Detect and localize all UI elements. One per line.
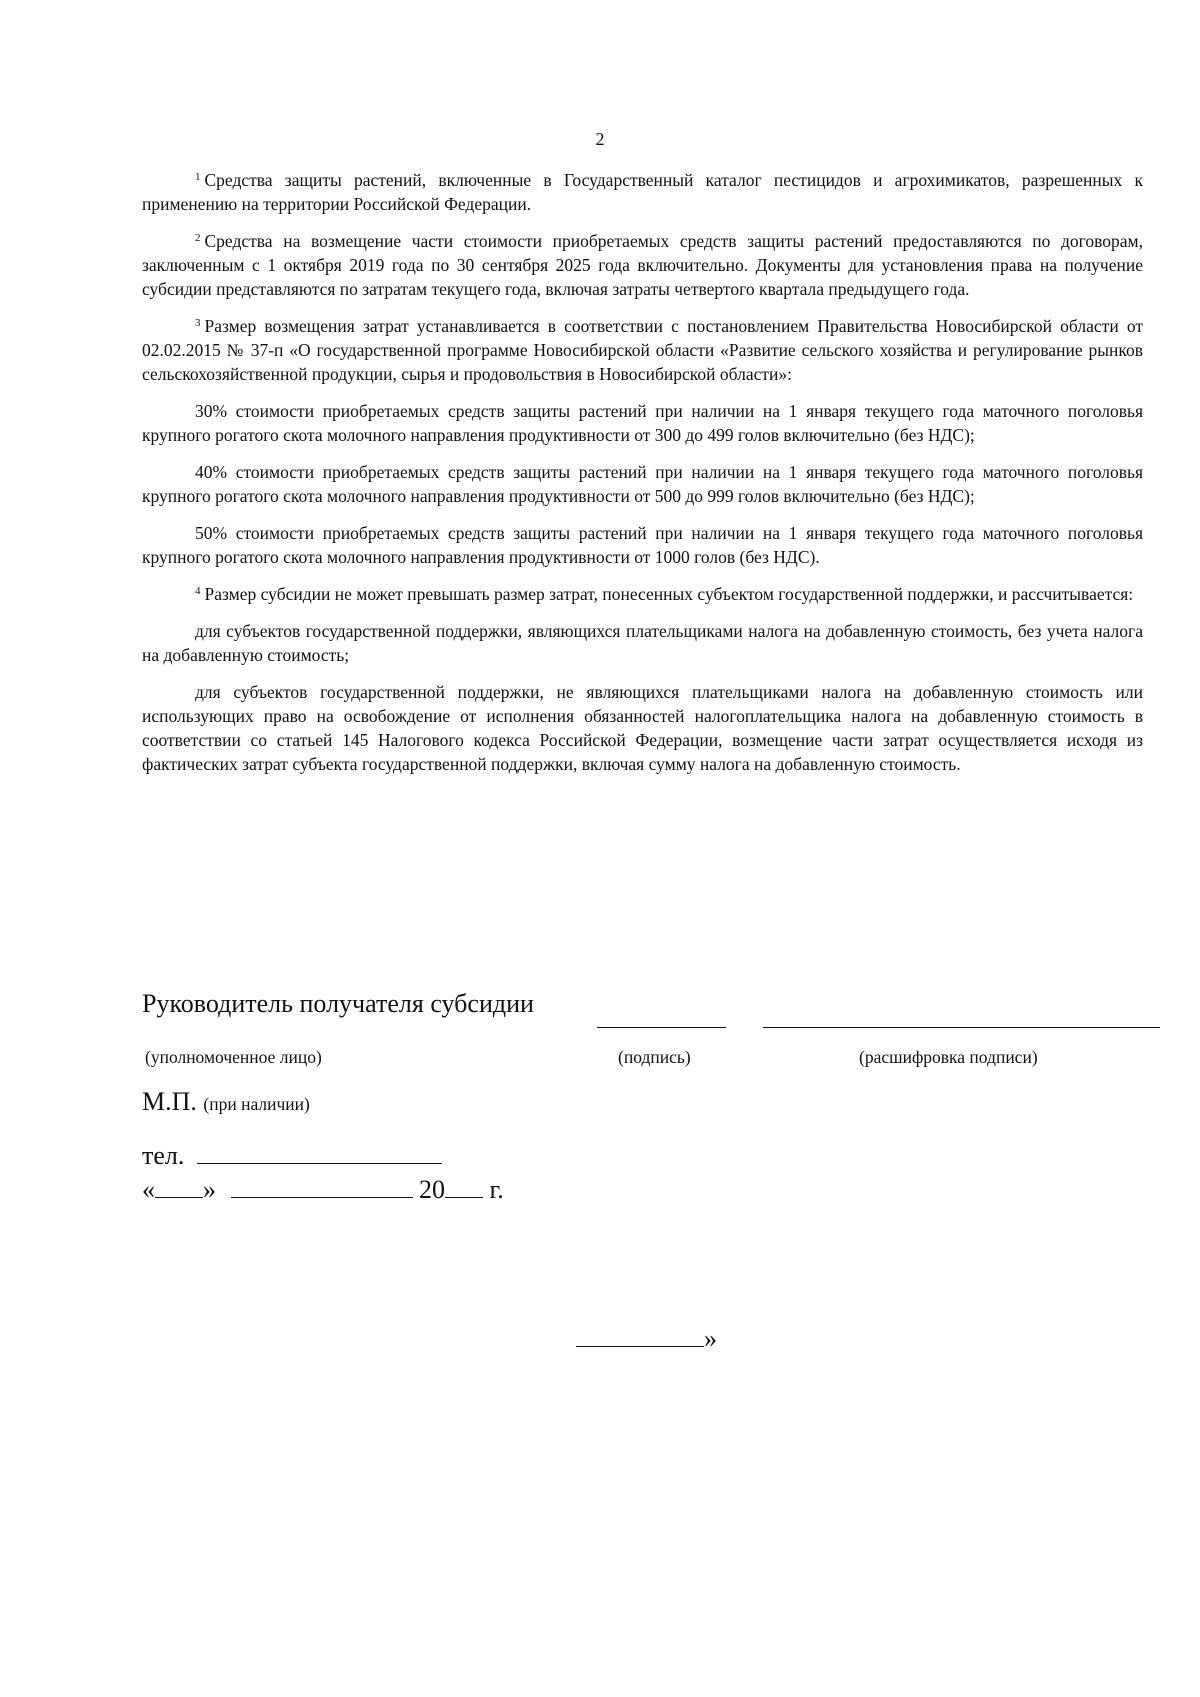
- rate-30-percent: [142, 399, 1143, 447]
- footnote-4: [142, 582, 1143, 606]
- stamp-place: [142, 1086, 310, 1120]
- footnote-marker: 1: [195, 171, 201, 183]
- footnote-3: [142, 314, 1143, 386]
- caption-authorized-person: (уполномоченное лицо): [145, 1047, 322, 1067]
- phone-label: тел.: [142, 1141, 185, 1170]
- rate-text: 30% стоимости приобретаемых средств защиты растений при наличии на 1 января текущего года маточного поголовья крупного рогатого скота молочного направления продуктивности от 300 до 499 голов включительно (без НДС);: [142, 401, 1143, 445]
- rate-50-percent: [142, 521, 1143, 569]
- footnote-marker: 3: [195, 317, 201, 329]
- phone-input-line[interactable]: [197, 1141, 442, 1164]
- date-row: [142, 1174, 504, 1206]
- rate-text: 40% стоимости приобретаемых средств защиты растений при наличии на 1 января текущего года маточного поголовья крупного рогатого скота молочного направления продуктивности от 500 до 999 голов включительно (без НДС);: [142, 462, 1143, 506]
- closing-line: [576, 1324, 704, 1347]
- closing-quote: »: [704, 1324, 717, 1353]
- footnote-2: [142, 229, 1143, 301]
- date-year-prefix: 20: [419, 1175, 445, 1204]
- clause-text: для субъектов государственной поддержки, являющихся плательщиками налога на добавленную стоимость, без учета налога на добавленную стоимость;: [142, 621, 1143, 665]
- caption-signature-decoding: (расшифровка подписи): [859, 1047, 1038, 1067]
- rate-40-percent: [142, 460, 1143, 508]
- date-year-line[interactable]: [445, 1175, 483, 1198]
- date-year-suffix: г.: [489, 1175, 504, 1204]
- page-number: 2: [595, 129, 605, 149]
- footnote-text: Средства защиты растений, включенные в Государственный каталог пестицидов и агрохимикатов, разрешенных к применению на территории Российской Федерации.: [142, 170, 1143, 214]
- signatory-title: Руководитель получателя субсидии: [142, 989, 534, 1018]
- footnote-text: Средства на возмещение части стоимости приобретаемых средств защиты растений предоставляются по договорам, заключенным с 1 октября 2019 года по 30 сентября 2025 года включительно. Документы для установления права на получение субсидии представляются по затратам текущего года, включая затраты четвертого квартала предыдущего года.: [142, 231, 1143, 299]
- signature-line[interactable]: [597, 1027, 726, 1028]
- footnote-text: Размер возмещения затрат устанавливается в соответствии с постановлением Правительства Новосибирской области от 02.02.2015 № 37-п «О государственной программе Новосибирской области «Развитие сельского хозяйства и регулирование рынков сельскохозяйственной продукции, сырья и продовольствия в Новосибирской области»:: [142, 316, 1143, 384]
- vat-non-payers-clause: [142, 680, 1143, 776]
- footnote-marker: 2: [195, 232, 201, 244]
- vat-payers-clause: [142, 619, 1143, 667]
- footnote-1: [142, 168, 1143, 216]
- rate-text: 50% стоимости приобретаемых средств защиты растений при наличии на 1 января текущего года маточного поголовья крупного рогатого скота молочного направления продуктивности от 1000 голов (без НДС).: [142, 523, 1143, 567]
- footnotes-section: [142, 168, 1143, 789]
- stamp-label: М.П.: [142, 1087, 197, 1116]
- signature-decoding-line[interactable]: [763, 1027, 1160, 1028]
- date-close-quote: »: [203, 1175, 216, 1204]
- date-day-line[interactable]: [155, 1175, 203, 1198]
- clause-text: для субъектов государственной поддержки, не являющихся плательщиками налога на добавленную стоимость или использующих право на освобождение от исполнения обязанностей налогоплательщика налога на добавленную стоимость в соответствии со статьей 145 Налогового кодекса Российской Федерации, возмещение части затрат осуществляется исходя из фактических затрат субъекта государственной поддержки, включая сумму налога на добавленную стоимость.: [142, 682, 1143, 774]
- phone-row: [142, 1140, 442, 1172]
- closing-mark-row: [576, 1323, 717, 1355]
- caption-signature: (подпись): [618, 1047, 691, 1067]
- footnote-text: Размер субсидии не может превышать размер затрат, понесенных субъектом государственной поддержки, и рассчитывается:: [204, 584, 1134, 604]
- date-month-line[interactable]: [231, 1175, 413, 1198]
- date-open-quote: «: [142, 1175, 155, 1204]
- footnote-marker: 4: [195, 585, 201, 597]
- stamp-note: (при наличии): [203, 1094, 310, 1114]
